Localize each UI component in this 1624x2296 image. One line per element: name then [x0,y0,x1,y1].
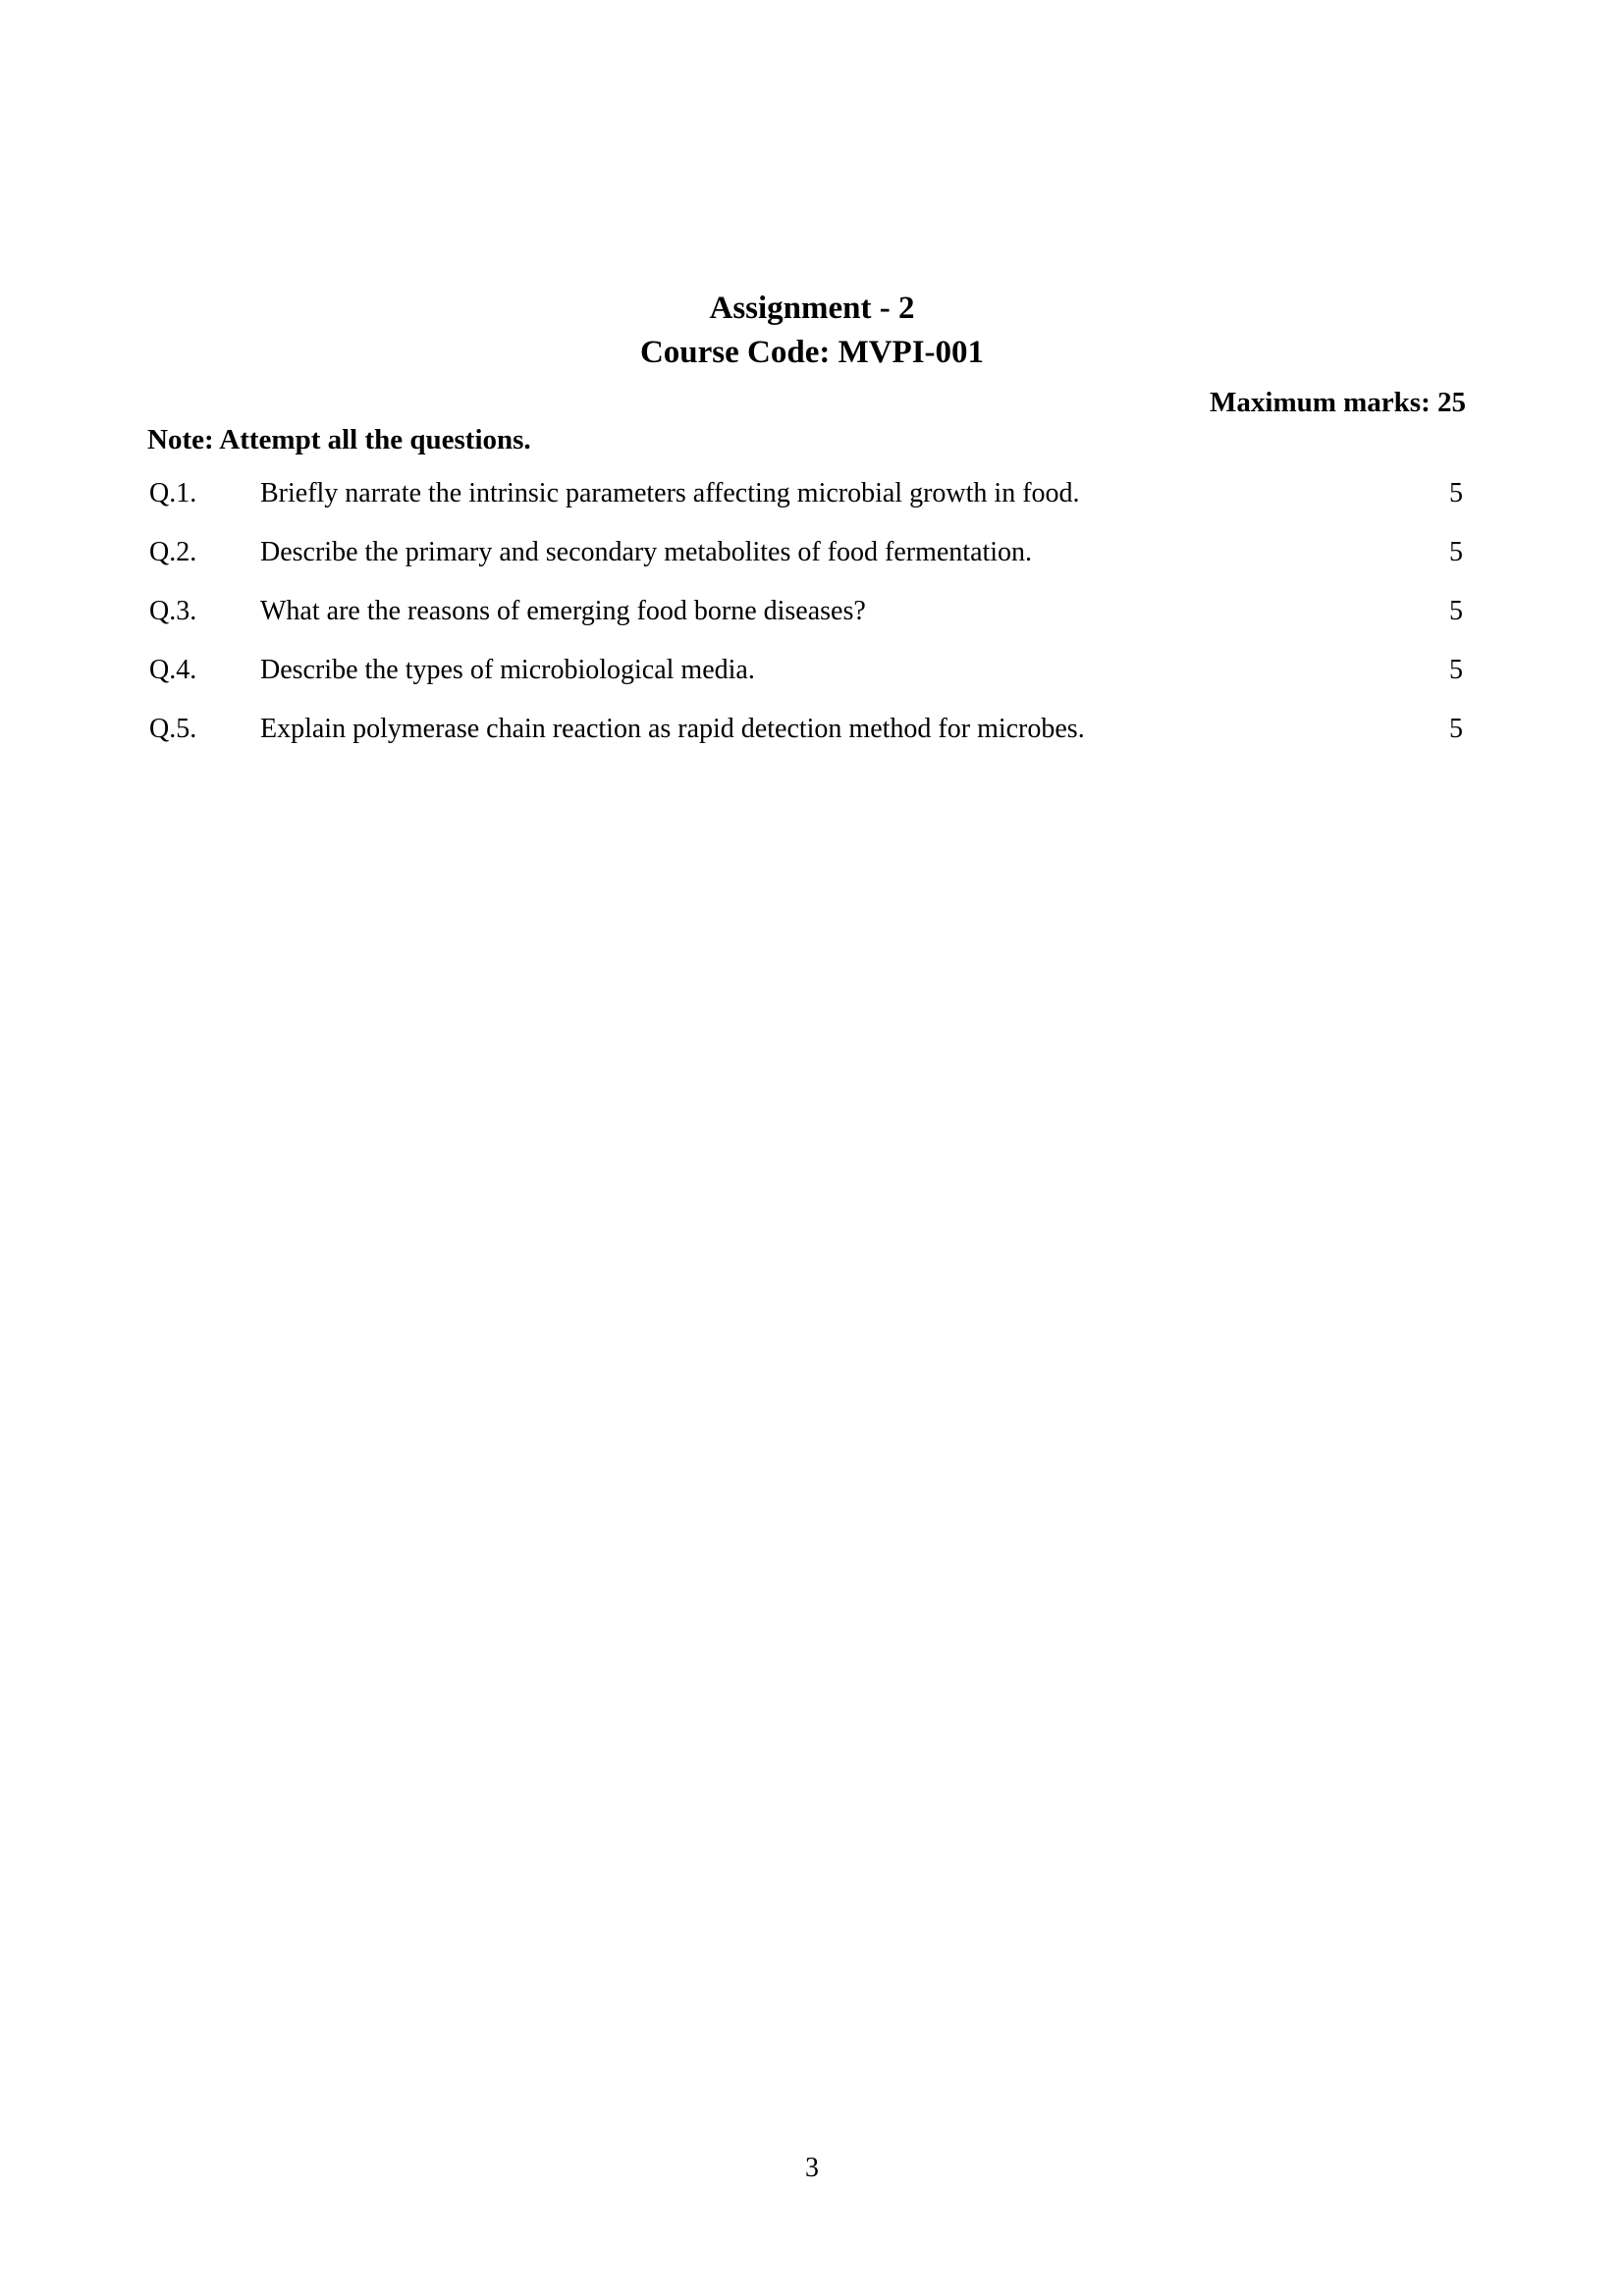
question-number: Q.3. [149,596,197,626]
question-marks: 5 [1449,596,1463,626]
question-row [0,654,1624,687]
note-instruction: Note: Attempt all the questions. [147,424,531,455]
question-marks: 5 [1449,655,1463,685]
question-list [0,477,1624,746]
question-number: Q.2. [149,537,197,567]
question-text: What are the reasons of emerging food borne diseases? [260,596,866,626]
question-row [0,595,1624,628]
question-number: Q.4. [149,655,197,685]
question-row [0,477,1624,510]
document-content [0,0,1624,746]
page-number: 3 [805,2153,819,2183]
question-text: Describe the types of microbiological media. [260,655,755,685]
assignment-title: Assignment - 2 [709,291,915,326]
question-text: Briefly narrate the intrinsic parameters affecting microbial growth in food. [260,478,1080,508]
question-marks: 5 [1449,478,1463,508]
question-number: Q.5. [149,714,197,744]
question-number: Q.1. [149,478,197,508]
title-block [0,287,1624,375]
question-row [0,713,1624,746]
maximum-marks: Maximum marks: 25 [1210,387,1466,418]
question-text: Explain polymerase chain reaction as rapid detection method for microbes. [260,714,1085,744]
question-row [0,536,1624,569]
course-code: Course Code: MVPI-001 [639,335,985,370]
question-marks: 5 [1449,537,1463,567]
question-marks: 5 [1449,714,1463,744]
question-text: Describe the primary and secondary metabolites of food fermentation. [260,537,1033,567]
